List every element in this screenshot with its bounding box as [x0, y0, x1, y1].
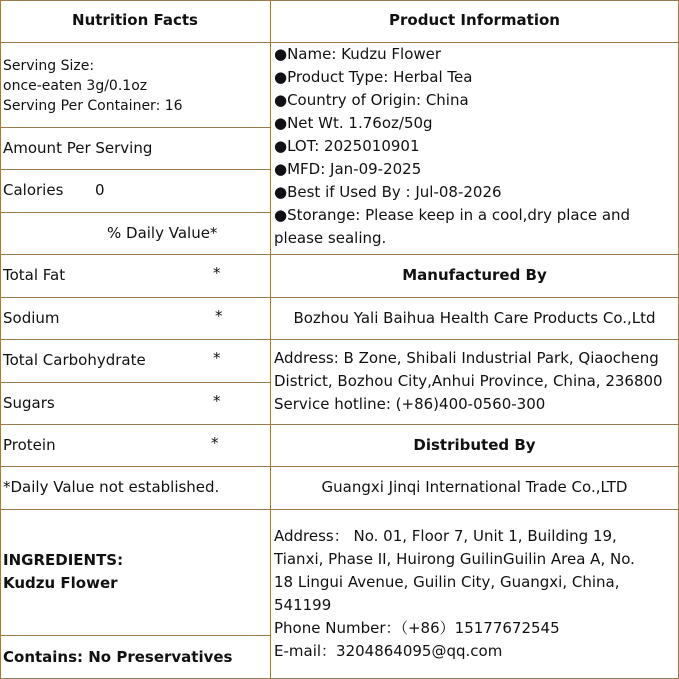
country-of-origin: ●Country of Origin: China — [274, 91, 469, 109]
nutrient-value-sodium: * — [215, 307, 223, 325]
divider — [0, 127, 270, 128]
divider — [0, 339, 270, 340]
divider — [270, 297, 679, 298]
distributor-address-line: Tianxi, Phase II, Huirong GuilinGuilin Area A, No. — [274, 550, 635, 568]
serving-size-label: Serving Size: — [3, 58, 95, 74]
lot-number: ●LOT: 2025010901 — [274, 137, 420, 155]
distributor-email: E-mail：3204864095@qq.com — [274, 642, 503, 660]
best-before-date: ●Best if Used By : Jul-08-2026 — [274, 183, 502, 201]
nutrient-label-sodium: Sodium — [3, 309, 60, 327]
nutrition-facts-header: Nutrition Facts — [72, 11, 198, 29]
storage-instructions: ●Storange: Please keep in a cool,dry place and — [274, 206, 631, 224]
divider — [270, 339, 679, 340]
nutrient-value-sugars: * — [213, 392, 221, 410]
nutrient-label-protein: Protein — [3, 436, 56, 454]
manufacturer-address-line: District, Bozhou City,Anhui Province, China, 236800 — [274, 372, 663, 390]
divider — [0, 466, 270, 467]
distributor-address-line: 18 Lingui Avenue, Guilin City, Guangxi, China, — [274, 573, 620, 591]
ingredients-value: Kudzu Flower — [3, 574, 118, 592]
calories-value: 0 — [95, 181, 105, 199]
divider — [0, 509, 270, 510]
daily-value-header: % Daily Value* — [107, 224, 218, 242]
distributor-address-line: 541199 — [274, 596, 332, 614]
manufacturer-name: Bozhou Yali Baihua Health Care Products Co.,Ltd — [293, 309, 656, 327]
divider — [0, 382, 270, 383]
distributor-address-line: Address： No. 01, Floor 7, Unit 1, Building 19, — [274, 527, 617, 545]
divider — [270, 509, 679, 510]
manufacture-date: ●MFD: Jan-09-2025 — [274, 160, 422, 178]
divider — [270, 254, 679, 255]
divider — [0, 635, 270, 636]
manufactured-by-header: Manufactured By — [402, 266, 547, 284]
daily-value-footnote: *Daily Value not established. — [3, 478, 220, 496]
servings-per-container: Serving Per Container: 16 — [3, 98, 183, 114]
manufacturer-address-line: Address: B Zone, Shibali Industrial Park, Qiaocheng — [274, 349, 659, 367]
nutrient-label-total-fat: Total Fat — [3, 266, 66, 284]
divider — [270, 466, 679, 467]
nutrient-value-protein: * — [211, 434, 219, 452]
storage-instructions-cont: please sealing. — [274, 229, 387, 247]
distributor-phone: Phone Number：（+86）15177672545 — [274, 619, 560, 637]
distributor-name: Guangxi Jinqi International Trade Co.,LTD — [321, 478, 628, 496]
divider — [0, 254, 270, 255]
amount-per-serving: Amount Per Serving — [3, 139, 153, 157]
divider — [0, 424, 270, 425]
product-type: ●Product Type: Herbal Tea — [274, 68, 473, 86]
divider — [0, 212, 270, 213]
nutrient-value-total-carbohydrate: * — [213, 349, 221, 367]
divider — [0, 42, 270, 43]
service-hotline: Service hotline: (+86)400-0560-300 — [274, 395, 546, 413]
serving-size-value: once-eaten 3g/0.1oz — [3, 78, 148, 94]
divider — [0, 297, 270, 298]
product-name: ●Name: Kudzu Flower — [274, 45, 442, 63]
calories-label: Calories — [3, 181, 64, 199]
distributed-by-header: Distributed By — [413, 436, 536, 454]
ingredients-label: INGREDIENTS: — [3, 551, 124, 569]
product-information-header: Product Information — [389, 11, 560, 29]
nutrient-label-total-carbohydrate: Total Carbohydrate — [3, 351, 146, 369]
nutrient-label-sugars: Sugars — [3, 394, 55, 412]
divider — [270, 424, 679, 425]
divider — [0, 169, 270, 170]
nutrient-value-total-fat: * — [213, 264, 221, 282]
net-weight: ●Net Wt. 1.76oz/50g — [274, 114, 433, 132]
contains-statement: Contains: No Preservatives — [3, 648, 233, 666]
